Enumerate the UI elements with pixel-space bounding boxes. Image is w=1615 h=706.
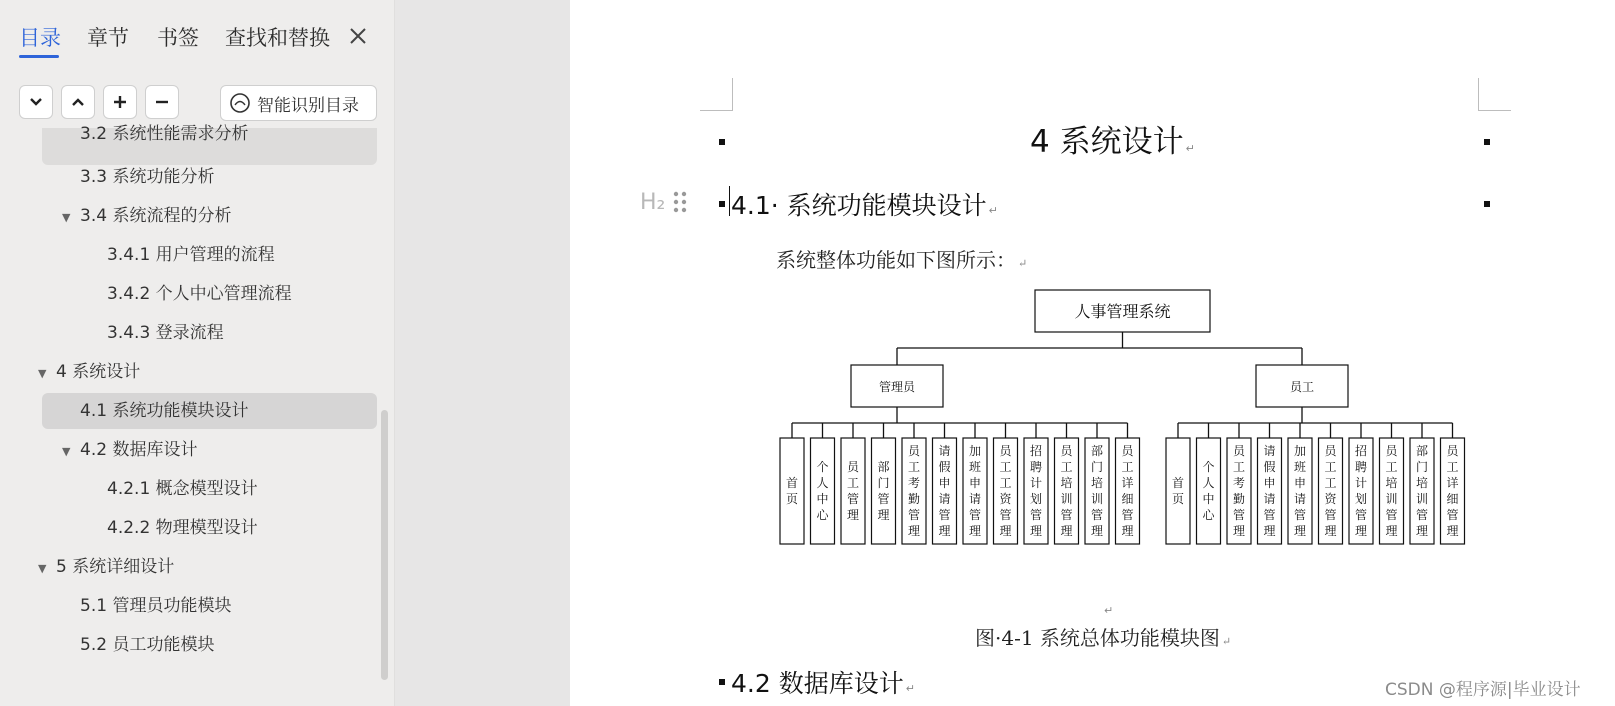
margin-corner-right	[1478, 78, 1511, 111]
child-node-box	[1166, 438, 1190, 544]
figure-caption-text: 图·4-1 系统总体功能模块图	[975, 626, 1220, 650]
toc-item-label: 3.4.2 个人中心管理流程	[107, 284, 292, 304]
toc-item[interactable]	[38, 549, 174, 585]
toc-item-label: 4.2.2 物理模型设计	[107, 518, 258, 538]
toc-item-label: 4 系统设计	[56, 362, 141, 382]
paragraph-marker	[719, 139, 725, 145]
toc-item[interactable]	[107, 315, 224, 351]
toc-item[interactable]	[80, 627, 214, 663]
child-node-label: 个人中心	[816, 460, 829, 522]
toc-item[interactable]	[80, 116, 248, 152]
toc-scrollbar[interactable]	[381, 410, 388, 680]
paragraph-mark: ↵	[1104, 604, 1114, 617]
paragraph-marker	[1484, 139, 1490, 145]
collapse-down-button[interactable]	[19, 85, 53, 119]
child-node-box	[872, 438, 896, 544]
toc-tree	[0, 124, 395, 706]
toc-item[interactable]	[80, 393, 248, 429]
active-tab-indicator	[19, 55, 59, 58]
gauge-icon	[229, 92, 251, 114]
child-node-label: 首页	[1171, 476, 1185, 506]
paragraph-mark: ↵	[988, 204, 998, 217]
toc-item-label: 5.1 管理员功能模块	[80, 596, 232, 616]
section-heading-text: 4.2 数据库设计	[731, 669, 904, 698]
child-node-label: 加班申请管理	[1293, 444, 1307, 538]
expand-triangle-icon[interactable]: ▼	[38, 562, 47, 575]
minus-icon	[154, 94, 170, 110]
close-icon[interactable]	[346, 24, 370, 48]
watermark: CSDN @程序源|毕业设计	[1385, 680, 1581, 700]
child-node-label: 员工详细管理	[1446, 444, 1459, 538]
root-node-label: 人事管理系统	[1074, 302, 1171, 321]
plus-icon	[112, 94, 128, 110]
toc-item-label: 3.4.1 用户管理的流程	[107, 245, 275, 265]
section-heading-4-1[interactable]	[731, 186, 998, 222]
expand-triangle-icon[interactable]: ▼	[38, 367, 47, 380]
margin-corner-left	[700, 78, 733, 111]
paragraph-mark: ↵	[1185, 142, 1195, 155]
toc-item[interactable]	[80, 588, 231, 624]
navigation-pane	[0, 0, 395, 706]
toc-item-label: 5.2 员工功能模块	[80, 635, 215, 655]
child-node-label: 加班申请管理	[968, 444, 982, 538]
child-node-label: 员工考勤管理	[907, 444, 921, 538]
section-heading-4-2[interactable]	[731, 664, 915, 700]
child-node-label: 员工详细管理	[1121, 444, 1134, 538]
function-module-diagram	[785, 290, 1520, 565]
toc-item[interactable]	[62, 432, 197, 468]
tab-bookmarks[interactable]: 书签	[157, 26, 199, 50]
child-node-label: 员工工资管理	[999, 444, 1012, 538]
toc-item[interactable]	[80, 159, 214, 195]
expand-triangle-icon[interactable]: ▼	[62, 445, 71, 458]
child-node-label: 部门培训管理	[1415, 444, 1429, 538]
paragraph-marker	[719, 201, 725, 207]
child-node-label: 员工管理	[846, 460, 860, 522]
paragraph-marker	[719, 679, 725, 685]
toc-item-label: 5 系统详细设计	[56, 557, 175, 577]
child-node-label: 员工培训管理	[1060, 444, 1073, 538]
paragraph-marker	[1484, 201, 1490, 207]
toc-item-label: 3.2 系统性能需求分析	[80, 124, 249, 144]
toc-item[interactable]	[107, 237, 275, 273]
document-margin	[395, 0, 570, 706]
child-node-label: 招聘计划管理	[1354, 444, 1368, 538]
smart-toc-label: 智能识别目录	[257, 95, 359, 116]
chevron-up-icon	[70, 94, 86, 110]
toc-item[interactable]	[107, 510, 258, 546]
paragraph-mark: ↵	[905, 682, 915, 695]
toc-item-label: 4.1 系统功能模块设计	[80, 401, 249, 421]
child-node-label: 招聘计划管理	[1029, 444, 1043, 538]
child-node-box	[841, 438, 865, 544]
toc-item-label: 4.2.1 概念模型设计	[107, 479, 258, 499]
child-node-label: 员工工资管理	[1324, 444, 1337, 538]
child-node-label: 部门培训管理	[1090, 444, 1104, 538]
chevron-down-icon	[28, 94, 44, 110]
remove-heading-button[interactable]	[145, 85, 179, 119]
text-cursor	[729, 186, 730, 216]
child-node-box	[1197, 438, 1221, 544]
group-node-label: 管理员	[878, 380, 916, 394]
child-node-label: 请假申请管理	[1263, 444, 1276, 538]
drag-handle-icon[interactable]	[673, 190, 687, 214]
tab-toc[interactable]: 目录	[19, 26, 61, 50]
body-paragraph[interactable]	[776, 244, 1027, 273]
child-node-label: 请假申请管理	[938, 444, 951, 538]
child-node-label: 员工培训管理	[1385, 444, 1398, 538]
toc-item-label: 3.4 系统流程的分析	[80, 206, 232, 226]
child-node-label: 部门管理	[877, 460, 890, 522]
group-node-label: 员工	[1289, 380, 1315, 394]
toc-item[interactable]	[107, 276, 292, 312]
toc-item-label: 3.3 系统功能分析	[80, 167, 215, 187]
toc-item[interactable]	[38, 354, 140, 390]
section-heading-text: 4.1· 系统功能模块设计	[731, 191, 987, 220]
child-node-box	[811, 438, 835, 544]
child-node-label: 首页	[785, 476, 799, 506]
body-paragraph-text: 系统整体功能如下图所示：	[776, 248, 1016, 272]
tab-chapters[interactable]: 章节	[87, 26, 129, 50]
toc-item[interactable]	[62, 198, 231, 234]
child-node-label: 员工考勤管理	[1232, 444, 1246, 538]
paragraph-mark: ↵	[1221, 635, 1232, 648]
add-heading-button[interactable]	[103, 85, 137, 119]
child-node-label: 个人中心	[1202, 460, 1215, 522]
collapse-up-button[interactable]	[61, 85, 95, 119]
chapter-title	[1030, 116, 1195, 161]
toc-item-label: 3.4.3 登录流程	[107, 323, 224, 343]
toc-item[interactable]	[107, 471, 258, 507]
figure-caption[interactable]	[975, 622, 1231, 651]
toc-item-label: 4.2 数据库设计	[80, 440, 198, 460]
paragraph-mark: ↵	[1018, 257, 1028, 270]
expand-triangle-icon[interactable]: ▼	[62, 211, 71, 224]
child-node-box	[780, 438, 804, 544]
heading-level-icon[interactable]: H₂	[640, 190, 666, 215]
chapter-title-text: 4 系统设计	[1030, 124, 1184, 160]
tab-find-replace[interactable]: 查找和替换	[225, 26, 330, 50]
